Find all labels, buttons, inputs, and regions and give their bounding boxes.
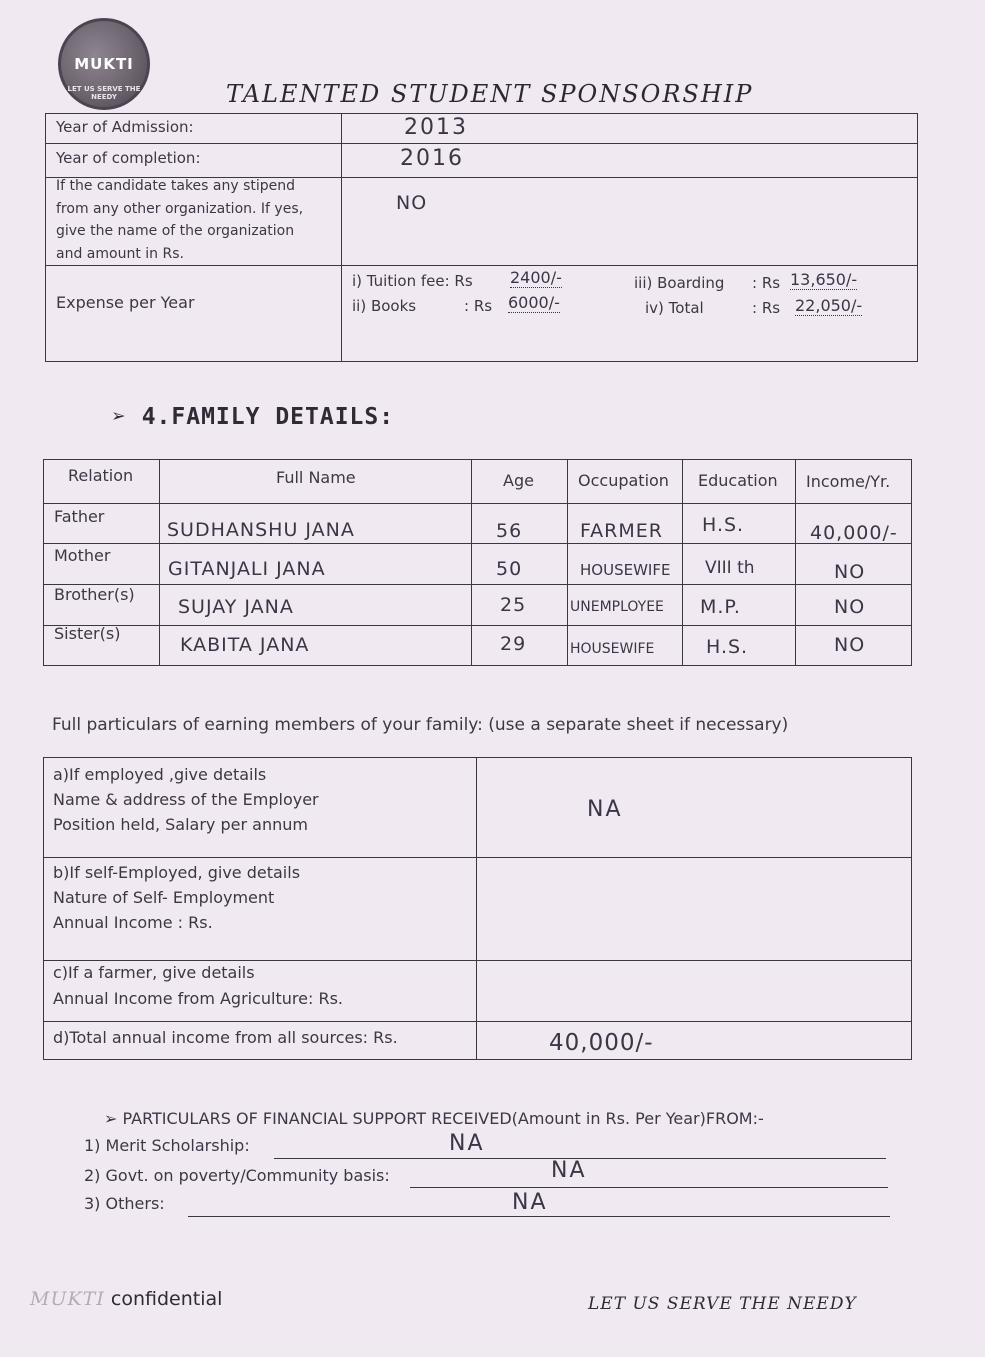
occupation-cell: HOUSEWIFE	[570, 641, 655, 657]
self-employed-line: Nature of Self- Employment	[53, 888, 275, 907]
total-value: 22,050/-	[795, 296, 863, 315]
family-col-line	[567, 459, 568, 666]
income-cell: NO	[834, 634, 866, 656]
employed-value: NA	[587, 797, 623, 822]
stipend-label-line: and amount in Rs.	[56, 245, 184, 262]
stipend-label-line: give the name of the organization	[56, 223, 295, 239]
logo-ring-text: LET US SERVE THE NEEDY	[67, 85, 141, 101]
earning-intro: Full particulars of earning members of your family: (use a separate sheet if necessary)	[52, 715, 789, 735]
employed-details	[53, 762, 319, 837]
mukti-logo	[58, 18, 150, 110]
age-cell: 29	[500, 633, 527, 655]
income-cell: 40,000/-	[810, 522, 898, 544]
financial-heading: ➢ PARTICULARS OF FINANCIAL SUPPORT RECEIVED(Amount in Rs. Per Year)FROM:-	[104, 1109, 764, 1128]
header-occupation: Occupation	[578, 471, 669, 490]
footer-confidential	[30, 1288, 222, 1310]
form-title: TALENTED STUDENT SPONSORSHIP	[226, 80, 754, 108]
tuition-value: 2400/-	[510, 268, 562, 287]
relation-cell: Mother	[54, 546, 111, 565]
family-col-line	[682, 459, 683, 666]
name-cell: GITANJALI JANA	[168, 558, 326, 580]
family-col-line	[159, 459, 160, 666]
merit-value: NA	[449, 1131, 485, 1156]
govt-line	[410, 1187, 888, 1188]
boarding-value: 13,650/-	[790, 270, 858, 289]
age-cell: 50	[496, 558, 523, 580]
expense-label: Expense per Year	[56, 293, 195, 312]
family-row-line	[43, 584, 912, 585]
footer-motto: LET US SERVE THE NEEDY	[588, 1294, 857, 1314]
income-cell: NO	[834, 596, 866, 618]
name-cell: KABITA JANA	[180, 634, 310, 656]
header-education: Education	[698, 471, 778, 490]
year-admission-label: Year of Admission:	[56, 118, 194, 136]
farmer-line: Annual Income from Agriculture: Rs.	[53, 989, 343, 1008]
boarding-rs: : Rs	[752, 274, 781, 292]
boarding-label: iii) Boarding	[634, 274, 725, 292]
family-row-line	[43, 503, 912, 504]
total-label: iv) Total	[645, 299, 704, 317]
govt-label: 2) Govt. on poverty/Community basis:	[84, 1166, 390, 1185]
family-row-line	[43, 625, 912, 626]
relation-cell: Brother(s)	[54, 585, 135, 604]
total-income-label: d)Total annual income from all sources: Rs.	[53, 1028, 398, 1047]
stipend-value: NO	[396, 192, 428, 214]
employed-line: Position held, Salary per annum	[53, 815, 308, 834]
farmer-details	[53, 960, 343, 1012]
header-full-name: Full Name	[276, 468, 356, 487]
year-completion-value: 2016	[400, 146, 464, 171]
admission-row-line	[45, 143, 918, 144]
stipend-label-line: from any other organization. If yes,	[56, 200, 304, 217]
income-cell: NO	[834, 561, 866, 583]
footer-brand: MUKTI	[30, 1288, 105, 1310]
header-age: Age	[503, 471, 534, 490]
logo-text: MUKTI	[74, 55, 134, 73]
education-cell: M.P.	[700, 596, 741, 618]
others-label: 3) Others:	[84, 1194, 165, 1213]
books-value: 6000/-	[508, 293, 560, 312]
occupation-cell: HOUSEWIFE	[580, 561, 671, 579]
stipend-label-line: If the candidate takes any stipend	[56, 178, 296, 194]
total-income-value: 40,000/-	[549, 1030, 654, 1056]
header-income: Income/Yr.	[806, 472, 891, 491]
stipend-label	[56, 175, 303, 265]
others-line	[188, 1216, 890, 1217]
employed-line: a)If employed ,give details	[53, 765, 267, 784]
govt-value: NA	[551, 1158, 587, 1183]
family-section-title: ➢ 4.FAMILY DETAILS:	[112, 404, 395, 430]
earning-row-line	[43, 857, 912, 858]
books-label: ii) Books	[352, 297, 417, 315]
education-cell: H.S.	[706, 636, 749, 658]
earning-divider	[476, 757, 477, 1060]
family-col-line	[471, 459, 472, 666]
earning-row-line	[43, 1021, 912, 1022]
education-cell: VIII th	[705, 558, 755, 578]
name-cell: SUJAY JANA	[178, 596, 294, 618]
relation-cell: Father	[54, 507, 105, 526]
merit-label: 1) Merit Scholarship:	[84, 1136, 250, 1155]
family-col-line	[795, 459, 796, 666]
education-cell: H.S.	[702, 514, 745, 536]
year-completion-label: Year of completion:	[56, 149, 201, 167]
books-rs: : Rs	[464, 297, 493, 315]
occupation-cell: FARMER	[580, 520, 663, 542]
others-value: NA	[512, 1190, 548, 1215]
farmer-line: c)If a farmer, give details	[53, 963, 255, 982]
total-rs: : Rs	[752, 299, 781, 317]
age-cell: 25	[500, 594, 527, 616]
self-employed-details	[53, 860, 300, 935]
employed-line: Name & address of the Employer	[53, 790, 319, 809]
relation-cell: Sister(s)	[54, 624, 121, 643]
year-admission-value: 2013	[404, 115, 468, 140]
header-relation: Relation	[68, 466, 134, 485]
family-row-line	[43, 543, 912, 544]
tuition-label: i) Tuition fee: Rs	[352, 272, 473, 290]
admission-row-line	[45, 265, 918, 266]
footer-confidential-text: confidential	[104, 1288, 223, 1310]
admission-divider	[341, 113, 342, 362]
age-cell: 56	[496, 520, 523, 542]
self-employed-line: Annual Income : Rs.	[53, 913, 213, 932]
self-employed-line: b)If self-Employed, give details	[53, 863, 301, 882]
name-cell: SUDHANSHU JANA	[167, 519, 355, 541]
occupation-cell: UNEMPLOYEE	[570, 599, 664, 615]
